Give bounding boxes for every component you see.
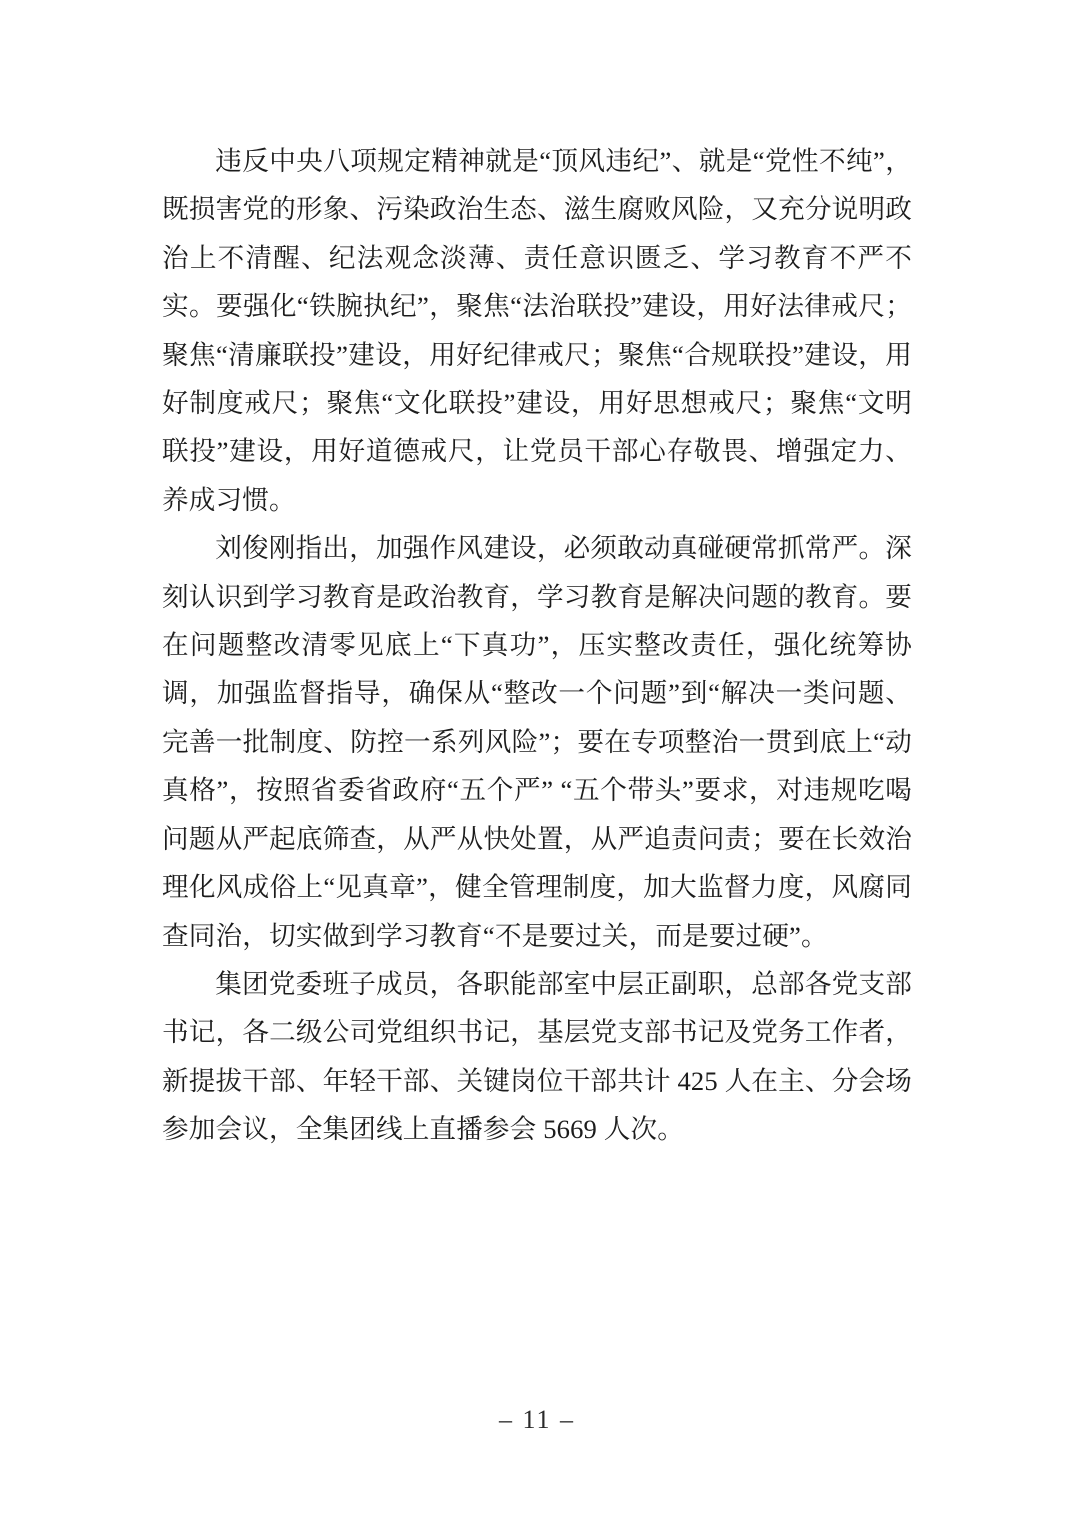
paragraph-2: 刘俊刚指出，加强作风建设，必须敢动真碰硬常抓常严。深刻认识到学习教育是政治教育，学习教育是解决问题的教育。要在问题整改清零见底上“下真功”，压实整改责任，强化统筹协调，加强监督指导，确保从“整改一个问题”到“解决一类问题、完善一批制度、防控一系列风险”；要在专项整治一贯到底上“动真格”，按照省委省政府“五个严” “五个带头”要求，对违规吃喝问题从严起底筛查，从严从快处置，从严追责问责；要在长效治理化风成俗上“见真章”，健全管理制度，加大监督力度，风腐同查同治，切实做到学习教育“不是要过关，而是要过硬”。 xyxy=(162,533,912,951)
paragraph-1: 违反中央八项规定精神就是“顶风违纪”、就是“党性不纯”，既损害党的形象、污染政治生态、滋生腐败风险，又充分说明政治上不清醒、纪法观念淡薄、责任意识匮乏、学习教育不严不实。要强化“铁腕执纪”，聚焦“法治联投”建设，用好法律戒尺；聚焦“清廉联投”建设，用好纪律戒尺；聚焦“合规联投”建设，用好制度戒尺；聚焦“文化联投”建设，用好思想戒尺；聚焦“文明联投”建设，用好道德戒尺，让党员干部心存敬畏、增强定力、养成习惯。 xyxy=(162,146,912,515)
page-number: – 11 – xyxy=(498,1405,576,1434)
body-text xyxy=(162,137,912,1154)
paragraph-3: 集团党委班子成员，各职能部室中层正副职，总部各党支部书记，各二级公司党组织书记，基层党支部书记及党务工作者，新提拔干部、年轻干部、关键岗位干部共计 425 人在主、分会场参加会议，全集团线上直播参会 5669 人次。 xyxy=(162,968,912,1145)
